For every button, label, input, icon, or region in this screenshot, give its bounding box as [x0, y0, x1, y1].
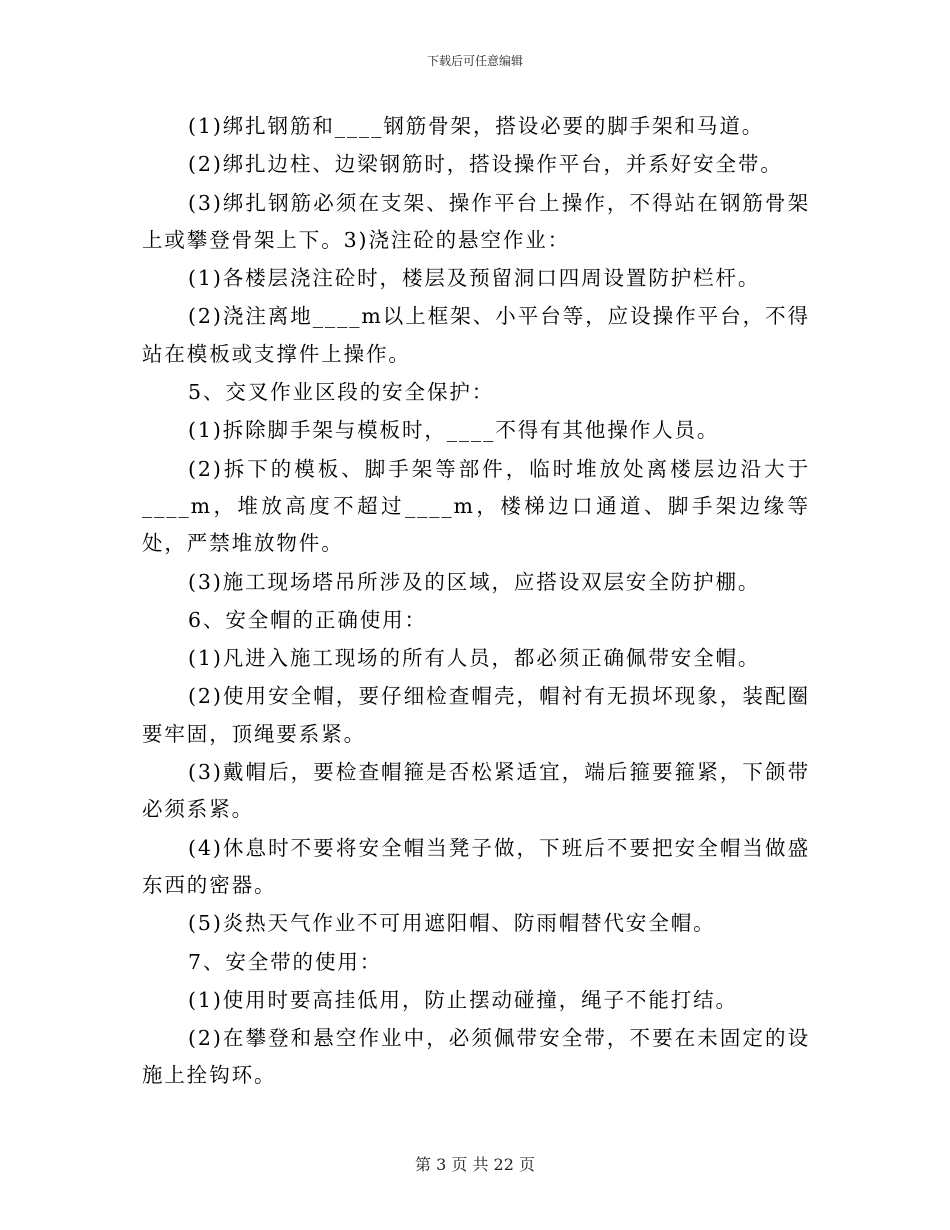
paragraph: (3)施工现场塔吊所涉及的区域，应搭设双层安全防护棚。	[188, 569, 761, 594]
paragraph: (2)浇注离地____m以上框架、小平台等，应设操作平台，不得站在模板或支撑件上操作。	[142, 304, 810, 366]
section-heading: 6、安全帽的正确使用：	[188, 607, 427, 632]
paragraph: (5)炎热天气作业不可用遮阳帽、防雨帽替代安全帽。	[188, 911, 716, 936]
paragraph: (2)绑扎边柱、边梁钢筋时，搭设操作平台，并系好安全带。	[188, 152, 783, 177]
section-heading: 5、交叉作业区段的安全保护：	[188, 380, 495, 405]
paragraph: (1)使用时要高挂低用，防止摆动碰撞，绳子不能打结。	[188, 987, 738, 1012]
paragraph: (2)拆下的模板、脚手架等部件，临时堆放处离楼层边沿大于____m，堆放高度不超过____m，楼梯边口通道、脚手架边缘等处，严禁堆放物件。	[142, 456, 810, 556]
paragraph: (1)凡进入施工现场的所有人员，都必须正确佩带安全帽。	[188, 646, 761, 671]
paragraph: (4)休息时不要将安全帽当凳子做，下班后不要把安全帽当做盛东西的密器。	[142, 835, 810, 897]
paragraph: (3)戴帽后，要检查帽箍是否松紧适宜，端后箍要箍紧，下颌带必须系紧。	[142, 760, 810, 822]
paragraph: (1)拆除脚手架与模板时，____不得有其他操作人员。	[188, 418, 720, 443]
page-footer: 第 3 页 共 22 页	[415, 1155, 535, 1174]
paragraph: (2)使用安全帽，要仔细检查帽壳，帽衬有无损坏现象，装配圈要牢固，顶绳要系紧。	[142, 684, 810, 746]
paragraph: (3)绑扎钢筋必须在支架、操作平台上操作，不得站在钢筋骨架上或攀登骨架上下。3)浇注砼的悬空作业：	[142, 190, 810, 252]
page-header: 下载后可任意编辑	[426, 54, 523, 68]
paragraph: (1)绑扎钢筋和____钢筋骨架，搭设必要的脚手架和马道。	[188, 114, 765, 138]
section-heading: 7、安全带的使用：	[188, 949, 383, 974]
paragraph: (1)各楼层浇注砼时，楼层及预留洞口四周设置防护栏杆。	[188, 266, 761, 291]
document-body	[142, 108, 810, 1096]
paragraph: (2)在攀登和悬空作业中，必须佩带安全带，不要在未固定的设施上拴钩环。	[142, 1026, 810, 1088]
